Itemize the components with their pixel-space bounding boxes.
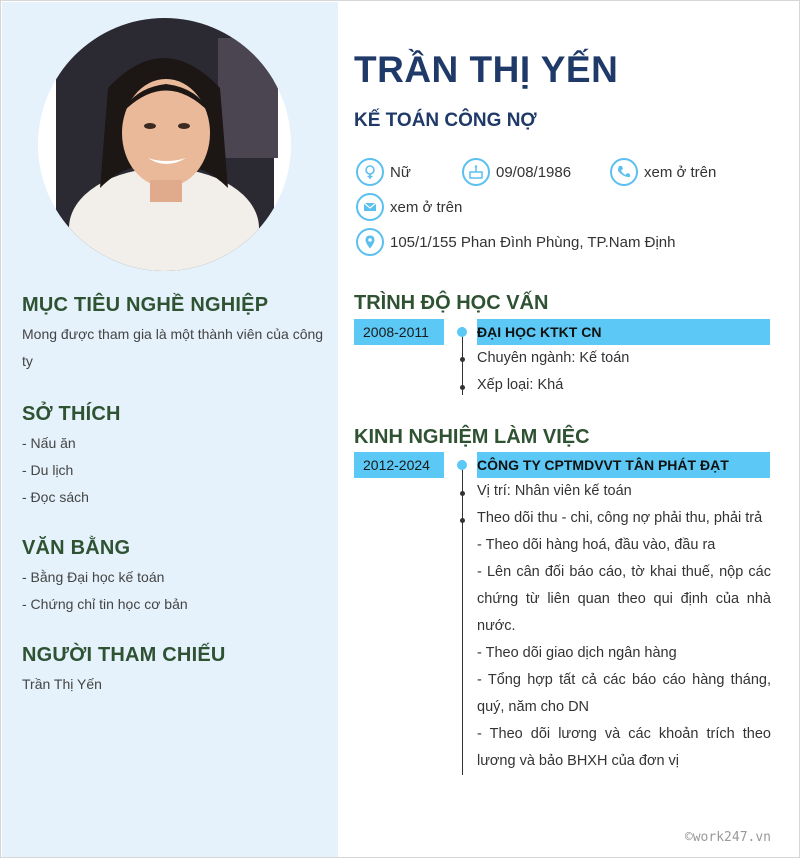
degree-item: - Bằng Đại học kế toán [22, 569, 165, 585]
phone-info [610, 158, 716, 186]
email-icon [356, 193, 384, 221]
timeline-bullet [460, 491, 465, 496]
timeline-bullet [460, 385, 465, 390]
gender-text: Nữ [390, 163, 411, 181]
degree-item: - Chứng chỉ tin học cơ bản [22, 596, 188, 612]
location-icon [356, 228, 384, 256]
birthday-info [462, 158, 571, 186]
experience-timeline-dot [457, 460, 467, 470]
experience-company: CÔNG TY CPTMDVVT TÂN PHÁT ĐẠT [477, 452, 770, 478]
experience-period: 2012-2024 [354, 452, 444, 478]
gender-info [356, 158, 411, 186]
hobby-item: - Du lịch [22, 462, 74, 478]
sidebar [2, 2, 338, 857]
timeline-bullet [460, 518, 465, 523]
degrees-section [22, 537, 332, 618]
degrees-title: VĂN BẰNG [22, 537, 131, 559]
education-major: Chuyên ngành: Kế toán [477, 350, 630, 366]
birthday-text: 09/08/1986 [496, 163, 572, 181]
references-title: NGƯỜI THAM CHIẾU [22, 644, 226, 666]
experience-task: - Theo dõi hàng hoá, đầu vào, đầu ra [477, 537, 716, 553]
hobby-item: - Đọc sách [22, 489, 89, 505]
gender-icon [356, 158, 384, 186]
education-school: ĐẠI HỌC KTKT CN [477, 319, 770, 345]
education-grade: Xếp loại: Khá [477, 377, 564, 393]
birthday-cake-icon [462, 158, 490, 186]
candidate-name: TRẦN THỊ YẾN [354, 49, 619, 90]
education-title: TRÌNH ĐỘ HỌC VẤN [354, 292, 549, 314]
experience-timeline-line [462, 460, 463, 775]
email-info [356, 193, 462, 221]
education-timeline-dot [457, 327, 467, 337]
job-title: KẾ TOÁN CÔNG NỢ [354, 110, 537, 131]
objective-section [22, 294, 332, 375]
hobbies-section [22, 403, 332, 511]
experience-task: - Tổng hợp tất cả các báo cáo hàng tháng, quý, năm cho DN [477, 672, 771, 715]
email-text: xem ở trên [390, 198, 463, 216]
objective-title: MỤC TIÊU NGHỀ NGHIỆP [22, 294, 269, 316]
experience-task: - Lên cân đối báo cáo, tờ khai thuế, nộp các chứng từ liên quan theo qui định của nhà nước. [477, 564, 771, 634]
references-section [22, 644, 332, 698]
phone-icon [610, 158, 638, 186]
education-period: 2008-2011 [354, 319, 444, 345]
timeline-bullet [460, 357, 465, 362]
phone-text: xem ở trên [644, 163, 717, 181]
objective-text: Mong được tham gia là một thành viên của công ty [22, 326, 324, 369]
address-info [356, 228, 675, 256]
experience-title: KINH NGHIỆM LÀM VIỆC [354, 426, 590, 448]
address-text: 105/1/155 Phan Đình Phùng, TP.Nam Định [390, 233, 676, 251]
hobbies-title: SỞ THÍCH [22, 403, 121, 425]
experience-task: - Theo dõi lương và các khoản trích theo lương và bảo BHXH của đơn vị [477, 726, 771, 769]
experience-task: - Theo dõi giao dịch ngân hàng [477, 645, 677, 661]
hobby-item: - Nấu ăn [22, 435, 76, 451]
experience-position: Vị trí: Nhân viên kế toán [477, 483, 632, 499]
references-text: Trần Thị Yến [22, 676, 102, 692]
experience-duty: Theo dõi thu - chi, công nợ phải thu, phải trả [477, 510, 763, 526]
avatar-photo [38, 18, 291, 271]
watermark: ©work247.vn [684, 830, 771, 845]
